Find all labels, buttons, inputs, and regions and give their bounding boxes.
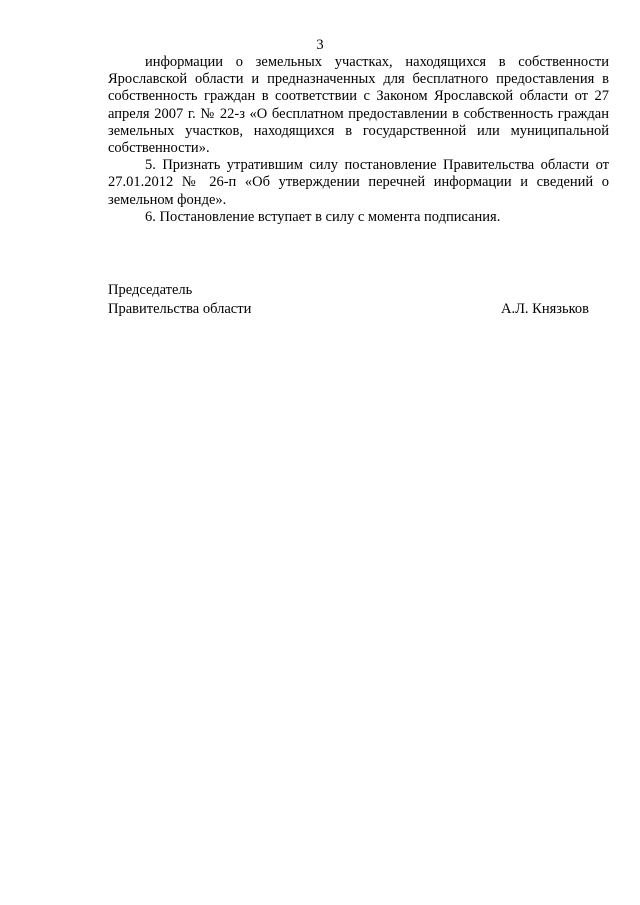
paragraph-item-5: 5. Признать утратившим силу постановление Правительства области от 27.01.2012 № 26-п «Об утверждении перечней информации и сведений о земельном фонде».: [108, 157, 609, 208]
paragraph-continuation: информации о земельных участках, находящихся в собственности Ярославской области и предназначенных для бесплатного предоставления в собственность граждан в соответствии с Законом Ярославской области от 27 апреля 2007 г. № 22-з «О бесплатном предоставлении в собственность граждан земельных участков, находящихся в государственной или муниципальной собственности».: [108, 54, 609, 157]
signatory-title-line2: Правительства области: [108, 301, 252, 317]
paragraph-item-6: 6. Постановление вступает в силу с момента подписания.: [145, 208, 501, 225]
signatory-title-line1: Председатель: [108, 282, 193, 298]
page-number: 3: [316, 37, 324, 53]
document-body: [108, 54, 609, 226]
signatory-name: А.Л. Князьков: [500, 301, 589, 317]
signature-block: [108, 281, 589, 319]
signatory-row: [108, 300, 589, 319]
